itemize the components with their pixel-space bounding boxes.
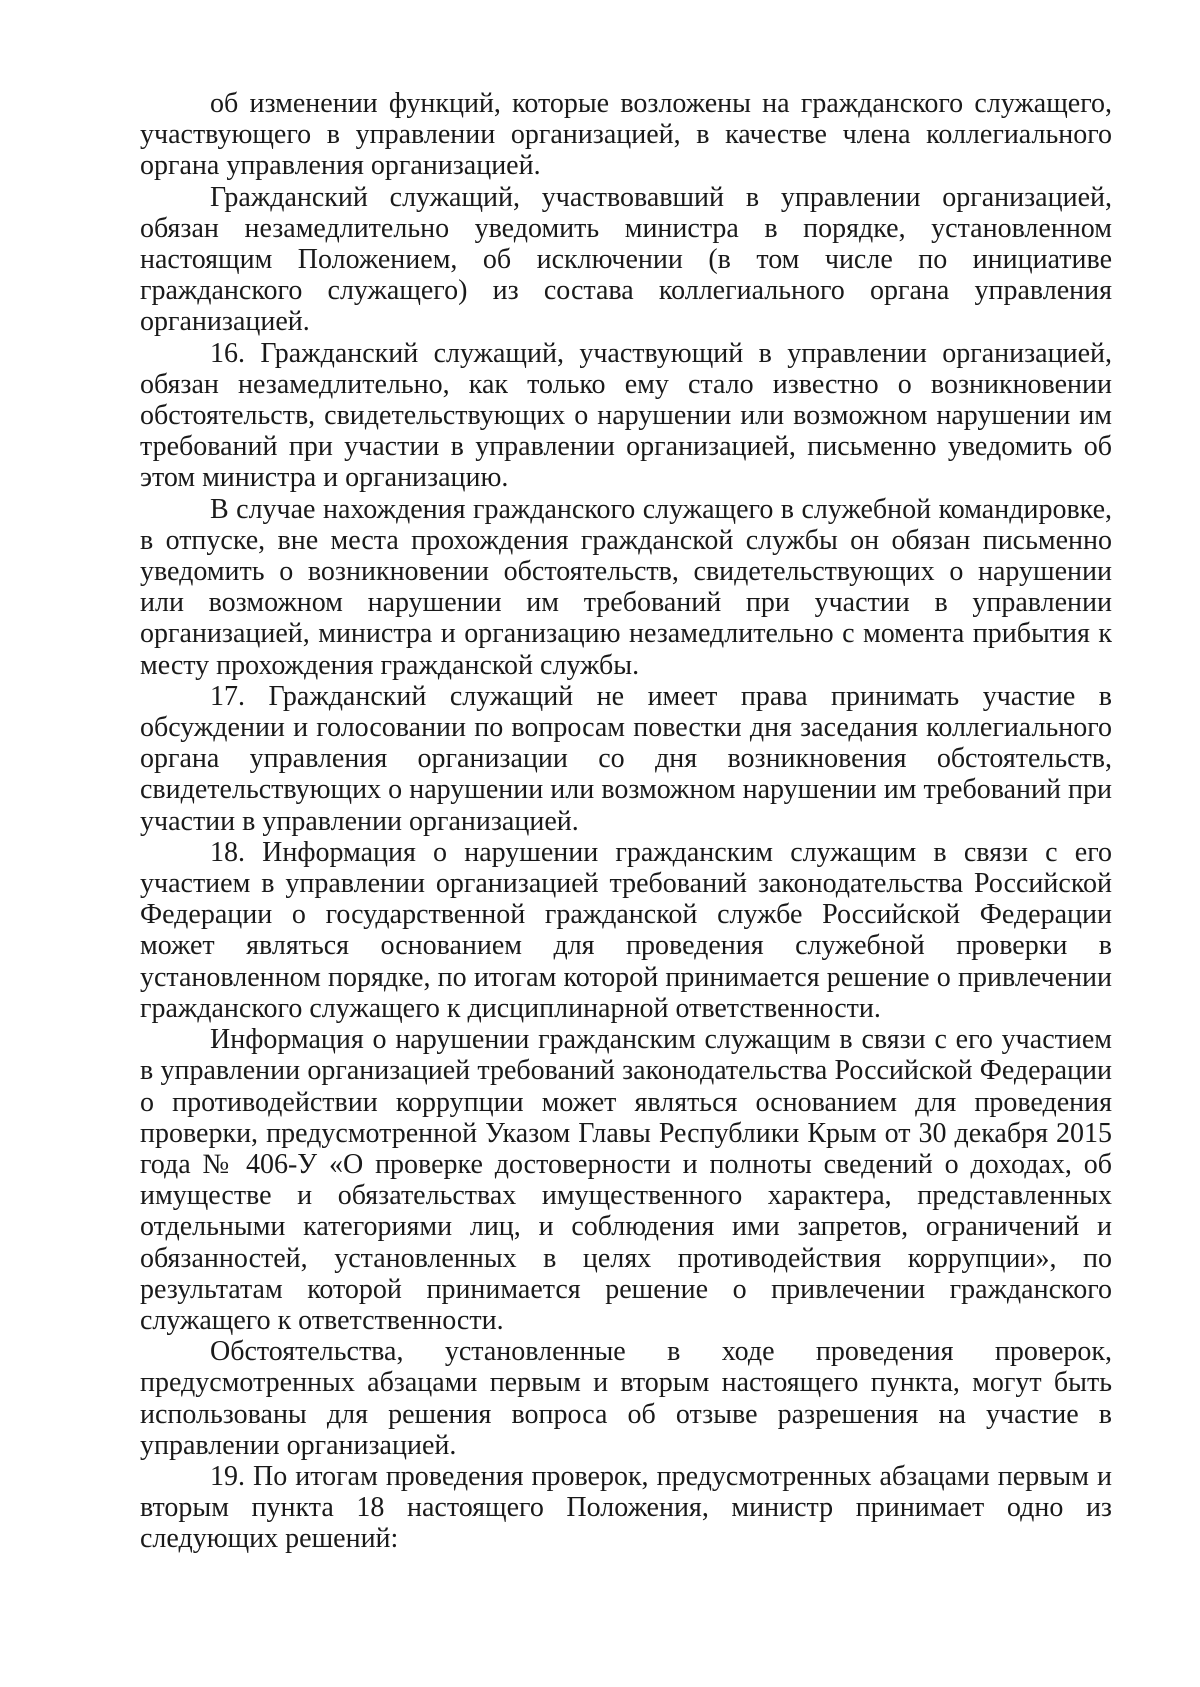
paragraph-anticorruption-check: Информация о нарушении гражданским служащим в связи с его участием в управлении организацией требований законодательства Российской Федерации о противодействии коррупции может являться основанием для проведения проверки, предусмотренной Указом Главы Республики Крым от 30 декабря 2015 года № 406-У «О проверке достоверности и полноты сведений о доходах, об имуществе и обязательствах имущественного характера, представленных отдельными категориями лиц, и соблюдения ими запретов, ограничений и обязанностей, установленных в целях противодействия коррупции», по результатам которой принимается решение о привлечении гражданского служащего к ответственности. — [140, 1024, 1112, 1336]
paragraph-item-16: 16. Гражданский служащий, участвующий в управлении организацией, обязан незамедлительно, как только ему стало известно о возникновении обстоятельств, свидетельствующих о нарушении или возможном нарушении им требований при участии в управлении организацией, письменно уведомить об этом министра и организацию. — [140, 337, 1112, 494]
paragraph-item-19: 19. По итогам проведения проверок, предусмотренных абзацами первым и вторым пункта 18 настоящего Положения, министр принимает одно из следующих решений: — [140, 1460, 1112, 1555]
paragraph-item-18: 18. Информация о нарушении гражданским служащим в связи с его участием в управлении организацией требований законодательства Российской Федерации о государственной гражданской службе Российской Федерации может являться основанием для проведения служебной проверки в установленном порядке, по итогам которой принимается решение о привлечении гражданского служащего к дисциплинарной ответственности. — [140, 836, 1112, 1024]
paragraph-item-17: 17. Гражданский служащий не имеет права принимать участие в обсуждении и голосовании по вопросам повестки дня заседания коллегиального органа управления организации со дня возникновения обстоятельств, свидетельствующих о нарушении или возможном нарушении им требований при участии в управлении организацией. — [140, 680, 1112, 837]
paragraph-circumstances: Обстоятельства, установленные в ходе проведения проверок, предусмотренных абзацами первым и вторым настоящего пункта, могут быть использованы для решения вопроса об отзыве разрешения на участие в управлении организацией. — [140, 1336, 1112, 1461]
paragraph-business-trip: В случае нахождения гражданского служащего в служебной командировке, в отпуске, вне места прохождения гражданской службы он обязан письменно уведомить о возникновении обстоятельств, свидетельствующих о нарушении или возможном нарушении им требований при участии в управлении организацией, министра и организацию незамедлительно с момента прибытия к месту прохождения гражданской службы. — [140, 493, 1112, 681]
document-body — [140, 88, 1112, 1555]
paragraph-continuation: об изменении функций, которые возложены на гражданского служащего, участвующего в управлении организацией, в качестве члена коллегиального органа управления организацией. — [140, 88, 1112, 182]
paragraph-exclusion-notice: Гражданский служащий, участвовавший в управлении организацией, обязан незамедлительно уведомить министра в порядке, установленном настоящим Положением, об исключении (в том числе по инициативе гражданского служащего) из состава коллегиального органа управления организацией. — [140, 181, 1112, 338]
